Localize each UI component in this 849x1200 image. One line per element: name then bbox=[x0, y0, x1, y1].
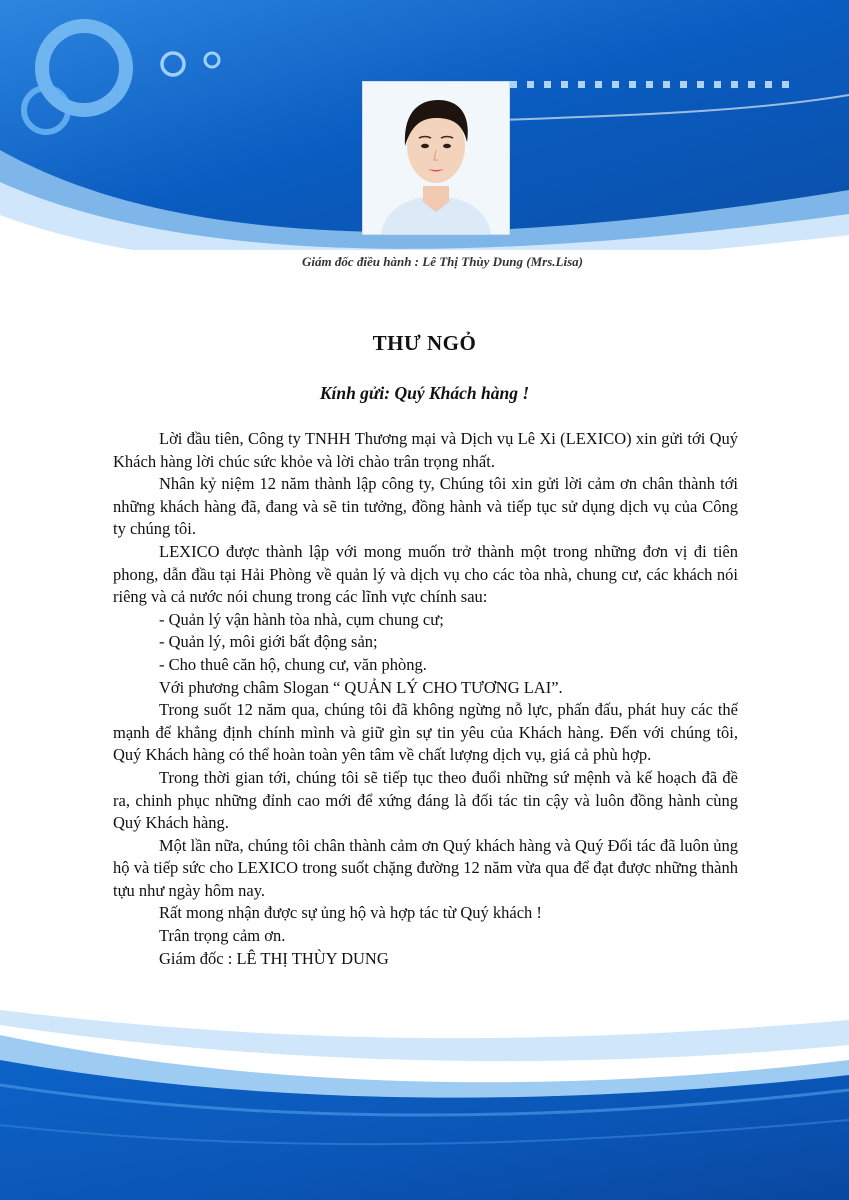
paragraph-intro: Lời đầu tiên, Công ty TNHH Thương mại và Dịch vụ Lê Xi (LEXICO) xin gửi tới Quý Khách hàng lời chúc sức khỏe và lời chào trân trọng nhất. bbox=[113, 429, 738, 471]
paragraph-future: Trong thời gian tới, chúng tôi sẽ tiếp tục theo đuổi những sứ mệnh và kế hoạch đã đề ra, chinh phục những đỉnh cao mới để xứng đáng là đối tác tin cậy và luôn đồng hành cùng Quý Khách hàng. bbox=[113, 767, 738, 833]
paragraph-slogan: Với phương châm Slogan “ QUẢN LÝ CHO TƯƠNG LAI”. bbox=[159, 677, 563, 697]
portrait-image bbox=[363, 82, 509, 234]
paragraph-hope: Rất mong nhận được sự ủng hộ và hợp tác từ Quý khách ! bbox=[159, 903, 542, 923]
paragraph-history: Trong suốt 12 năm qua, chúng tôi đã không ngừng nỗ lực, phấn đấu, phát huy các thế mạnh để khẳng định chính mình và giữ gìn sự tin yêu của Khách hàng. Đến với chúng tôi, Quý Khách hàng có thể hoàn toàn yên tâm về chất lượng dịch vụ, giá cả phù hợp. bbox=[113, 700, 738, 765]
list-item: - Cho thuê căn hộ, chung cư, văn phòng. bbox=[159, 654, 427, 674]
paragraph-anniversary: Nhân kỷ niệm 12 năm thành lập công ty, Chúng tôi xin gửi lời cảm ơn chân thành tới những khách hàng đã, đang và sẽ tin tưởng, đồng hành và tiếp tục sử dụng dịch vụ của Công ty chúng tôi. bbox=[113, 474, 738, 539]
paragraph-thanks: Một lần nữa, chúng tôi chân thành cảm ơn Quý khách hàng và Quý Đối tác đã luôn ủng hộ và tiếp sức cho LEXICO trong suốt chặng đường 12 năm vừa qua để đạt được những thành tựu như ngày hôm nay. bbox=[113, 835, 738, 900]
director-caption: Giám đốc điều hành : Lê Thị Thùy Dung (Mrs.Lisa) bbox=[302, 254, 583, 269]
signature-line: Giám đốc : LÊ THỊ THÙY DUNG bbox=[159, 948, 389, 968]
director-photo bbox=[362, 81, 510, 235]
closing-line: Trân trọng cảm ơn. bbox=[159, 926, 286, 946]
letter-greeting: Kính gửi: Quý Khách hàng ! bbox=[319, 383, 530, 403]
list-item: - Quản lý, môi giới bất động sản; bbox=[159, 632, 378, 652]
letter-body bbox=[113, 428, 738, 970]
list-item: - Quản lý vận hành tòa nhà, cụm chung cư; bbox=[159, 609, 444, 629]
paragraph-mission: LEXICO được thành lập với mong muốn trở thành một trong những đơn vị đi tiên phong, dẫn đầu tại Hải Phòng về quản lý và dịch vụ cho các tòa nhà, chung cư, các khách nói riêng và cả nước nói chung trong các lĩnh vực chính sau: bbox=[113, 541, 738, 607]
letter-title: THƯ NGỎ bbox=[372, 331, 477, 355]
